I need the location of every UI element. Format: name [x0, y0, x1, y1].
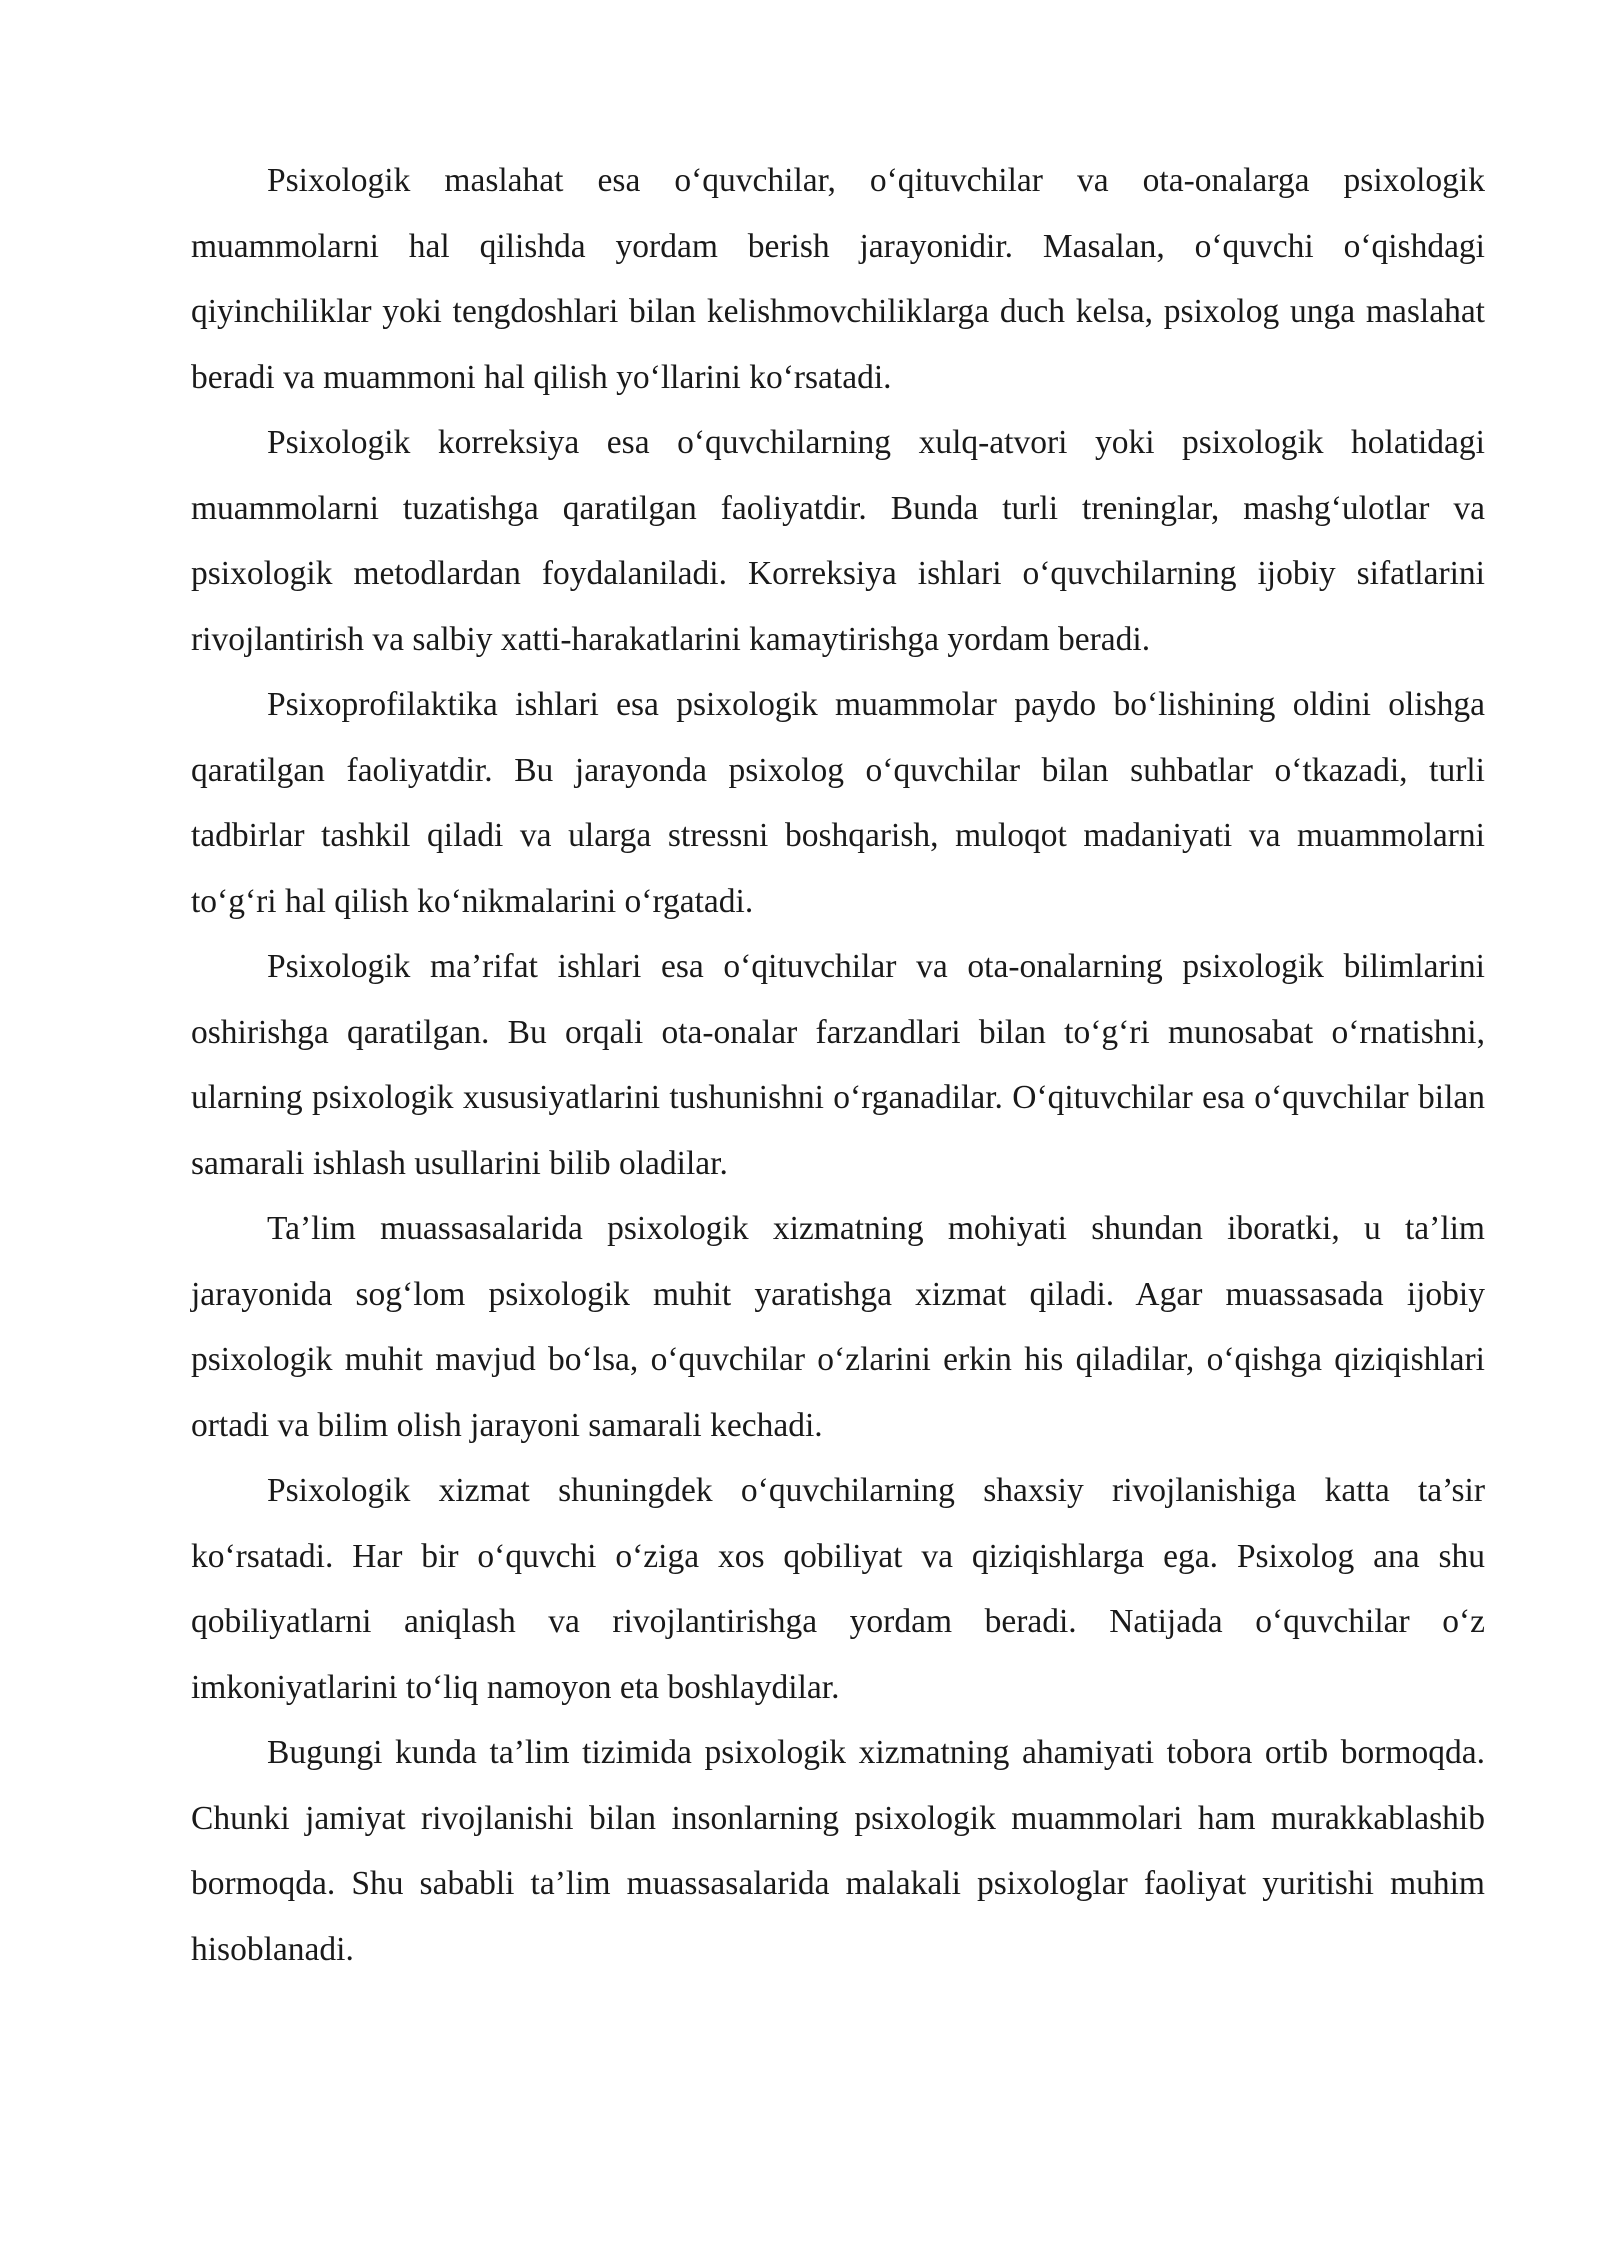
paragraph-shaxsiy-rivojlanish: Psixologik xizmat shuningdek o‘quvchilarning shaxsiy rivojlanishiga katta ta’sir ko‘rsatadi. Har bir o‘quvchi o‘ziga xos qobiliyat va qiziqishlarga ega. Psixolog ana shu qobiliyatlarni aniqlash va rivojlantirishga yordam beradi. Natijada o‘quvchilar o‘z imkoniyatlarini to‘liq namoyon eta boshlaydilar.: [191, 1472, 1485, 1706]
paragraph-psixologik-korreksiya: Psixologik korreksiya esa o‘quvchilarning xulq-atvori yoki psixologik holatidagi muammolarni tuzatishga qaratilgan faoliyatdir. Bunda turli treninglar, mashg‘ulotlar va psixologik metodlardan foydalaniladi. Korreksiya ishlari o‘quvchilarning ijobiy sifatlarini rivojlantirish va salbiy xatti-harakatlarini kamaytirishga yordam beradi.: [191, 424, 1485, 658]
document-body: [191, 148, 1485, 1982]
paragraph-xizmat-ahamiyati: Bugungi kunda ta’lim tizimida psixologik xizmatning ahamiyati tobora ortib bormoqda. Chunki jamiyat rivojlanishi bilan insonlarning psixologik muammolari ham murakkablashib bormoqda. Shu sababli ta’lim muassasalarida malakali psixologlar faoliyat yuritishi muhim hisoblanadi.: [191, 1734, 1485, 1968]
paragraph-psixologik-maslahat: Psixologik maslahat esa o‘quvchilar, o‘qituvchilar va ota-onalarga psixologik muammolarni hal qilishda yordam berish jarayonidir. Masalan, o‘quvchi o‘qishdagi qiyinchiliklar yoki tengdoshlari bilan kelishmovchiliklarga duch kelsa, psixolog unga maslahat beradi va muammoni hal qilish yo‘llarini ko‘rsatadi.: [191, 162, 1485, 396]
paragraph-xizmat-mohiyati: Ta’lim muassasalarida psixologik xizmatning mohiyati shundan iboratki, u ta’lim jarayonida sog‘lom psixologik muhit yaratishga xizmat qiladi. Agar muassasada ijobiy psixologik muhit mavjud bo‘lsa, o‘quvchilar o‘zlarini erkin his qiladilar, o‘qishga qiziqishlari ortadi va bilim olish jarayoni samarali kechadi.: [191, 1210, 1485, 1444]
paragraph-psixologik-marifat: Psixologik ma’rifat ishlari esa o‘qituvchilar va ota-onalarning psixologik bilimlarini oshirishga qaratilgan. Bu orqali ota-onalar farzandlari bilan to‘g‘ri munosabat o‘rnatishni, ularning psixologik xususiyatlarini tushunishni o‘rganadilar. O‘qituvchilar esa o‘quvchilar bilan samarali ishlash usullarini bilib oladilar.: [191, 948, 1485, 1182]
paragraph-psixoprofilaktika: Psixoprofilaktika ishlari esa psixologik muammolar paydo bo‘lishining oldini olishga qaratilgan faoliyatdir. Bu jarayonda psixolog o‘quvchilar bilan suhbatlar o‘tkazadi, turli tadbirlar tashkil qiladi va ularga stressni boshqarish, muloqot madaniyati va muammolarni to‘g‘ri hal qilish ko‘nikmalarini o‘rgatadi.: [191, 686, 1485, 920]
